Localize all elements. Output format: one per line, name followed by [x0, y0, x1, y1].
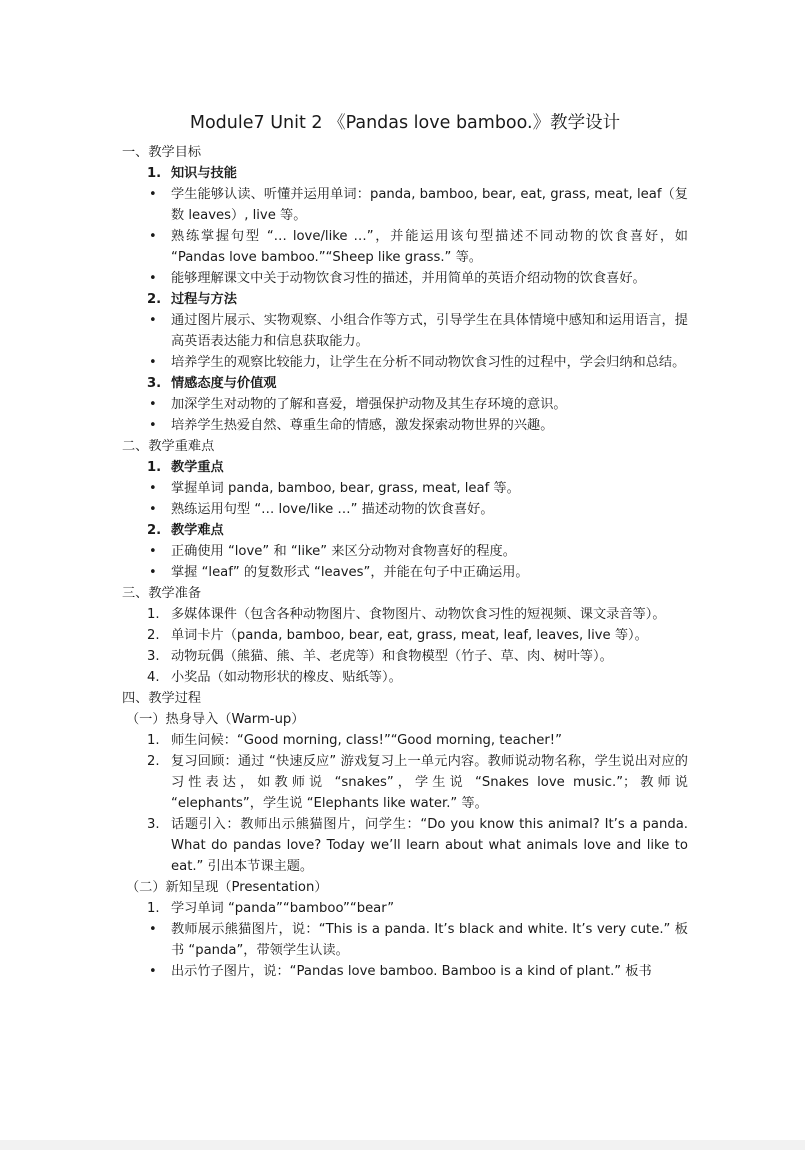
subheading-key-points — [122, 457, 688, 478]
page-title: Module7 Unit 2 《Pandas love bamboo.》教学设计 — [189, 113, 621, 133]
list-item: • 出示竹子图片，说：“Pandas love bamboo. Bamboo is a kind of plant.” 板书 — [122, 961, 688, 982]
list-item — [122, 667, 688, 688]
subheading-number: 1. — [147, 166, 162, 181]
list-item — [122, 814, 688, 877]
subheading-number: 1. — [147, 460, 162, 475]
item-text: 小奖品（如动物形状的橡皮、贴纸等）。 — [171, 670, 402, 685]
list-item: • 培养学生的观察比较能力，让学生在分析不同动物饮食习性的过程中，学会归纳和总结。 — [122, 352, 688, 373]
item-number: 1. — [147, 607, 160, 622]
bullet-list — [122, 394, 688, 436]
list-item — [122, 604, 688, 625]
subheading-label: 过程与方法 — [171, 292, 237, 307]
subheading-label: 教学难点 — [171, 523, 224, 538]
item-text: 学习单词 “panda”“bamboo”“bear” — [171, 901, 395, 916]
subheading-knowledge-skills — [122, 163, 688, 184]
page-bottom-margin — [0, 1140, 805, 1150]
item-number: 3. — [147, 649, 160, 664]
list-item: • 能够理解课文中关于动物饮食习性的描述，并用简单的英语介绍动物的饮食喜好。 — [122, 268, 688, 289]
item-text: 多媒体课件（包含各种动物图片、食物图片、动物饮食习性的短视频、课文录音等）。 — [171, 607, 666, 622]
list-item: • 通过图片展示、实物观察、小组合作等方式，引导学生在具体情境中感知和运用语言，提高英语表达能力和信息获取能力。 — [122, 310, 688, 352]
subheading-label: 知识与技能 — [171, 166, 237, 181]
subheading-label: 情感态度与价值观 — [171, 376, 277, 391]
list-item: • 熟练运用句型 “… love/like …” 描述动物的饮食喜好。 — [122, 499, 688, 520]
item-number: 2. — [147, 628, 160, 643]
item-number: 1. — [147, 901, 160, 916]
bullet-list — [122, 184, 688, 289]
item-number: 4. — [147, 670, 160, 685]
subsection-heading-warm-up: （一）热身导入（Warm-up） — [126, 712, 305, 727]
subheading-number: 2. — [147, 523, 162, 538]
item-number: 1. — [147, 733, 160, 748]
section-heading-process: 四、教学过程 — [122, 691, 202, 706]
list-item: • 教师展示熊猫图片，说：“This is a panda. It’s black and white. It’s very cute.” 板书 “panda”，带领学生认读。 — [122, 919, 688, 961]
item-text: 动物玩偶（熊猫、熊、羊、老虎等）和食物模型（竹子、草、肉、树叶等）。 — [171, 649, 613, 664]
subheading-label: 教学重点 — [171, 460, 224, 475]
numbered-list — [122, 730, 688, 877]
list-item: • 正确使用 “love” 和 “like” 来区分动物对食物喜好的程度。 — [122, 541, 688, 562]
list-item: • 加深学生对动物的了解和喜爱，增强保护动物及其生存环境的意识。 — [122, 394, 688, 415]
numbered-list — [122, 898, 688, 919]
list-item: • 掌握 “leaf” 的复数形式 “leaves”，并能在句子中正确运用。 — [122, 562, 688, 583]
bullet-list — [122, 919, 688, 982]
item-text: 复习回顾：通过 “快速反应” 游戏复习上一单元内容。教师说动物名称，学生说出对应的习性表达，如教师说 “snakes”，学生说 “Snakes love music.”；教师说 “elephants”，学生说 “Elephants like water.” 等。 — [171, 754, 688, 811]
subheading-difficulties — [122, 520, 688, 541]
item-text: 单词卡片（panda, bamboo, bear, eat, grass, meat, leaf, leaves, live 等）。 — [171, 628, 648, 643]
subheading-attitudes-values — [122, 373, 688, 394]
section-heading-key-points: 二、教学重难点 — [122, 439, 215, 454]
list-item: • 熟练掌握句型 “… love/like …”，并能运用该句型描述不同动物的饮食喜好，如 “Pandas love bamboo.”“Sheep like grass.” 等。 — [122, 226, 688, 268]
list-item: • 学生能够认读、听懂并运用单词：panda, bamboo, bear, eat, grass, meat, leaf（复数 leaves）, live 等。 — [122, 184, 688, 226]
bullet-list — [122, 541, 688, 583]
item-text: 师生问候：“Good morning, class!”“Good morning, teacher!” — [171, 733, 562, 748]
document-body — [122, 110, 688, 982]
item-number: 2. — [147, 754, 160, 769]
item-text: 话题引入：教师出示熊猫图片，问学生：“Do you know this animal? It’s a panda. What do pandas love? Today we’ll learn about what animals love and like to eat.” 引出本节课主题。 — [171, 817, 688, 874]
bullet-list — [122, 310, 688, 373]
subheading-number: 3. — [147, 376, 162, 391]
subheading-number: 2. — [147, 292, 162, 307]
numbered-list — [122, 604, 688, 688]
list-item — [122, 751, 688, 814]
list-item: • 掌握单词 panda, bamboo, bear, grass, meat, leaf 等。 — [122, 478, 688, 499]
list-item — [122, 625, 688, 646]
bullet-list — [122, 478, 688, 520]
list-item — [122, 730, 688, 751]
list-item: • 培养学生热爱自然、尊重生命的情感，激发探索动物世界的兴趣。 — [122, 415, 688, 436]
subsection-heading-presentation: （二）新知呈现（Presentation） — [126, 880, 328, 895]
list-item — [122, 646, 688, 667]
subheading-process-methods — [122, 289, 688, 310]
section-heading-preparation: 三、教学准备 — [122, 586, 202, 601]
list-item — [122, 898, 688, 919]
item-number: 3. — [147, 817, 160, 832]
section-heading-objectives: 一、教学目标 — [122, 145, 202, 160]
